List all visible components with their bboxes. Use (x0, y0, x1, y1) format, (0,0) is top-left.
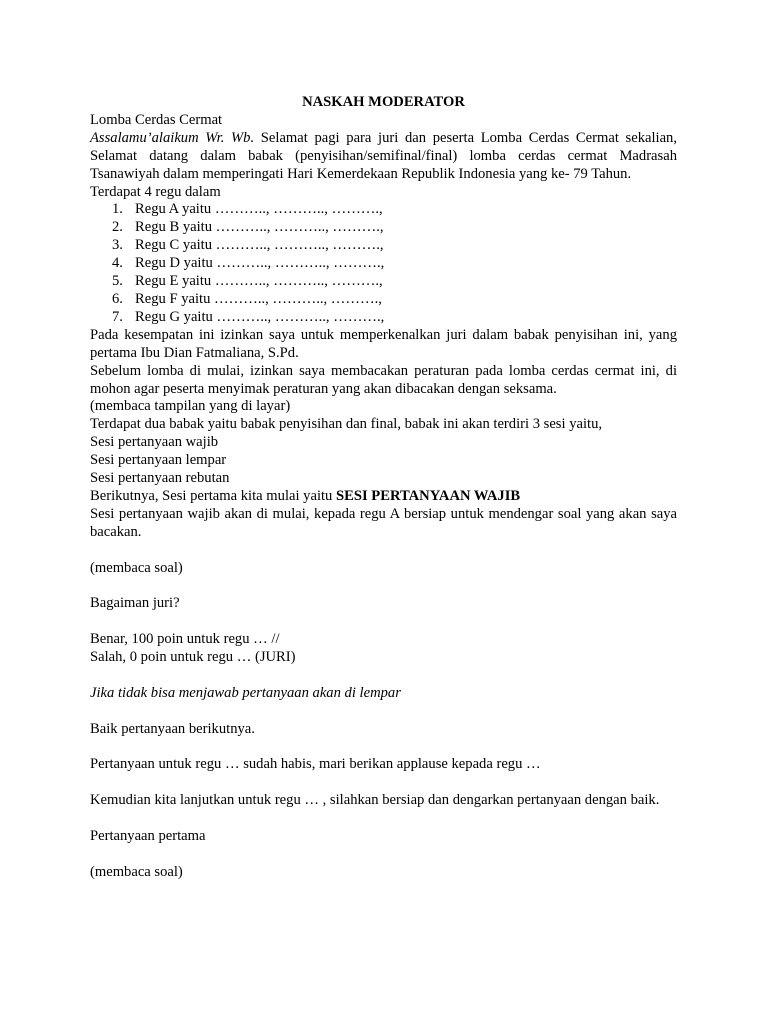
list-number: 2. (112, 219, 123, 236)
team-entry: Regu A yaitu ……….., ……….., ………., (135, 201, 383, 218)
team-entry: Regu E yaitu ……….., ……….., ………., (135, 273, 383, 290)
list-item (90, 255, 677, 273)
session-item: Sesi pertanyaan rebutan (90, 470, 230, 487)
thrown-note-italic: Jika tidak bisa menjawab pertanyaan akan di lempar (90, 684, 401, 701)
team-entry: Regu B yaitu ……….., ……….., ………., (135, 219, 384, 236)
questions-finished: Pertanyaan untuk regu … sudah habis, mari berikan applause kepada regu … (90, 756, 541, 773)
team-entry: Regu D yaitu ……….., ……….., ………., (135, 255, 385, 272)
jury-intro: Pada kesempatan ini izinkan saya untuk memperkenalkan juri dalam babak penyisihan ini, yang pertama Ibu Dian Fatmaliana, S.Pd. (90, 326, 677, 361)
mandatory-session-start: Sesi pertanyaan wajib akan di mulai, kepada regu A bersiap untuk mendengar soal yang akan saya bacakan. (90, 505, 677, 540)
teams-list (90, 201, 677, 326)
wrong-line: Salah, 0 poin untuk regu … (JURI) (90, 649, 296, 666)
read-screen-note: (membaca tampilan yang di layar) (90, 398, 291, 415)
rules-intro: Sebelum lomba di mulai, izinkan saya membacakan peraturan pada lomba cerdas cermat ini, di mohon agar peserta menyimak peraturan yang akan dibacakan dengan seksama. (90, 362, 677, 397)
list-item (90, 291, 677, 309)
team-entry: Regu F yaitu ……….., ……….., ………., (135, 290, 382, 307)
next-session-bold: SESI PERTANYAAN WAJIB (336, 487, 521, 504)
read-question-note: (membaca soal) (90, 559, 183, 576)
list-item (90, 309, 677, 327)
event-name: Lomba Cerdas Cermat (90, 111, 223, 128)
continue-paragraph: Kemudian kita lanjutkan untuk regu … , silahkan bersiap dan dengarkan pertanyaan dengan baik. (90, 792, 660, 809)
first-question: Pertanyaan pertama (90, 828, 206, 845)
list-number: 3. (112, 237, 123, 254)
list-item (90, 273, 677, 291)
list-item (90, 219, 677, 237)
list-number: 4. (112, 255, 123, 272)
team-entry: Regu G yaitu ……….., ……….., ………., (135, 308, 385, 325)
next-session-text: Berikutnya, Sesi pertama kita mulai yaitu (90, 487, 337, 504)
list-number: 1. (112, 201, 123, 218)
teams-intro: Terdapat 4 regu dalam (90, 183, 221, 200)
read-question-note-2: (membaca soal) (90, 863, 183, 880)
greeting-italic: Assalamu’alaikum Wr. Wb. (90, 129, 255, 146)
greeting-paragraph (90, 130, 677, 184)
list-item (90, 237, 677, 255)
list-number: 7. (112, 308, 123, 325)
next-session-line (90, 488, 677, 506)
list-item (90, 201, 677, 219)
session-item: Sesi pertanyaan lempar (90, 452, 227, 469)
correct-line: Benar, 100 poin untuk regu … // (90, 631, 280, 648)
list-number: 5. (112, 273, 123, 290)
greeting-text: Selamat pagi para juri dan peserta Lomba Cerdas Cermat sekalian, Selamat datang dalam babak (penyisihan/semifinal/final) lomba cerdas cermat Madrasah Tsanawiyah dalam memperingati Hari Kemerdekaan Republik Indonesia yang ke- 79 Tahun. (90, 129, 678, 182)
session-item: Sesi pertanyaan wajib (90, 434, 219, 451)
list-number: 6. (112, 290, 123, 307)
thrown-note (90, 685, 677, 703)
sessions-intro: Terdapat dua babak yaitu babak penyisihan dan final, babak ini akan terdiri 3 sesi yaitu, (90, 416, 603, 433)
team-entry: Regu C yaitu ……….., ……….., ………., (135, 237, 384, 254)
document-title: NASKAH MODERATOR (302, 94, 465, 110)
document-page (90, 94, 677, 882)
next-question: Baik pertanyaan berikutnya. (90, 720, 255, 737)
ask-jury: Bagaiman juri? (90, 595, 180, 612)
